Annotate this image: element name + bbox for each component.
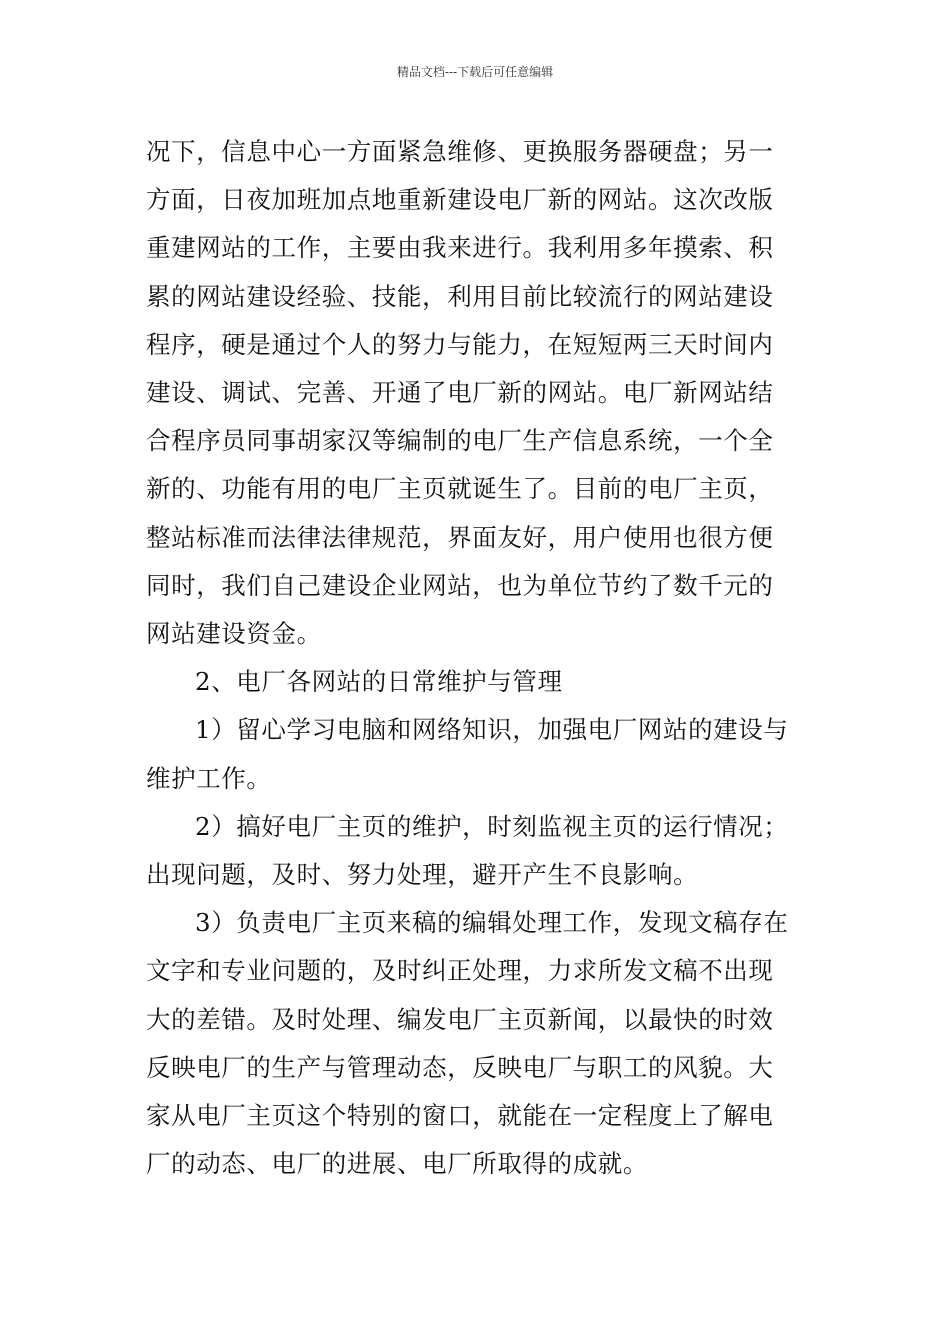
- text-line: 况下，信息中心一方面紧急维修、更换服务器硬盘；另一: [146, 137, 774, 166]
- text-line: 程序，硬是通过个人的努力与能力，在短短两三天时间内: [146, 329, 774, 359]
- text-line: 建设、调试、完善、开通了电厂新的网站。电厂新网站结: [146, 378, 774, 408]
- list-item-start: 3）负责电厂主页来稿的编辑处理工作，发现文稿存在: [195, 908, 789, 938]
- text-line: 累的网站建设经验、技能，利用目前比较流行的网站建设: [146, 281, 774, 311]
- page-header: 精品文档---下载后可任意编辑: [396, 65, 554, 79]
- text-line: 整站标准而法律法律规范，界面友好，用户使用也很方便: [146, 522, 774, 552]
- text-line: 方面，日夜加班加点地重新建设电厂新的网站。这次改版: [146, 185, 774, 215]
- text-line: 合程序员同事胡家汉等编制的电厂生产信息系统，一个全: [146, 426, 774, 456]
- text-line: 重建网站的工作，主要由我来进行。我利用多年摸索、积: [146, 233, 774, 263]
- text-line: 网站建设资金。: [146, 619, 322, 649]
- text-line: 反映电厂的生产与管理动态，反映电厂与职工的风貌。大: [146, 1052, 774, 1082]
- text-line: 出现问题，及时、努力处理，避开产生不良影响。: [146, 860, 699, 890]
- text-line: 文字和专业问题的，及时纠正处理，力求所发文稿不出现: [146, 956, 774, 986]
- document-body: [146, 128, 816, 1188]
- text-line: 维护工作。: [146, 763, 272, 793]
- text-line: 新的、功能有用的电厂主页就诞生了。目前的电厂主页，: [146, 474, 774, 504]
- text-line: 家从电厂主页这个特别的窗口，就能在一定程度上了解电: [146, 1101, 774, 1131]
- list-item-start: 2）搞好电厂主页的维护，时刻监视主页的运行情况；: [195, 811, 789, 841]
- text-line: 厂的动态、电厂的进展、电厂所取得的成就。: [146, 1149, 648, 1179]
- list-item-start: 1）留心学习电脑和网络知识，加强电厂网站的建设与: [195, 715, 789, 745]
- text-line: 大的差错。及时处理、编发电厂主页新闻，以最快的时效: [146, 1004, 774, 1034]
- text-line: 同时，我们自己建设企业网站，也为单位节约了数千元的: [146, 570, 774, 600]
- section-heading: 2、电厂各网站的日常维护与管理: [195, 667, 563, 697]
